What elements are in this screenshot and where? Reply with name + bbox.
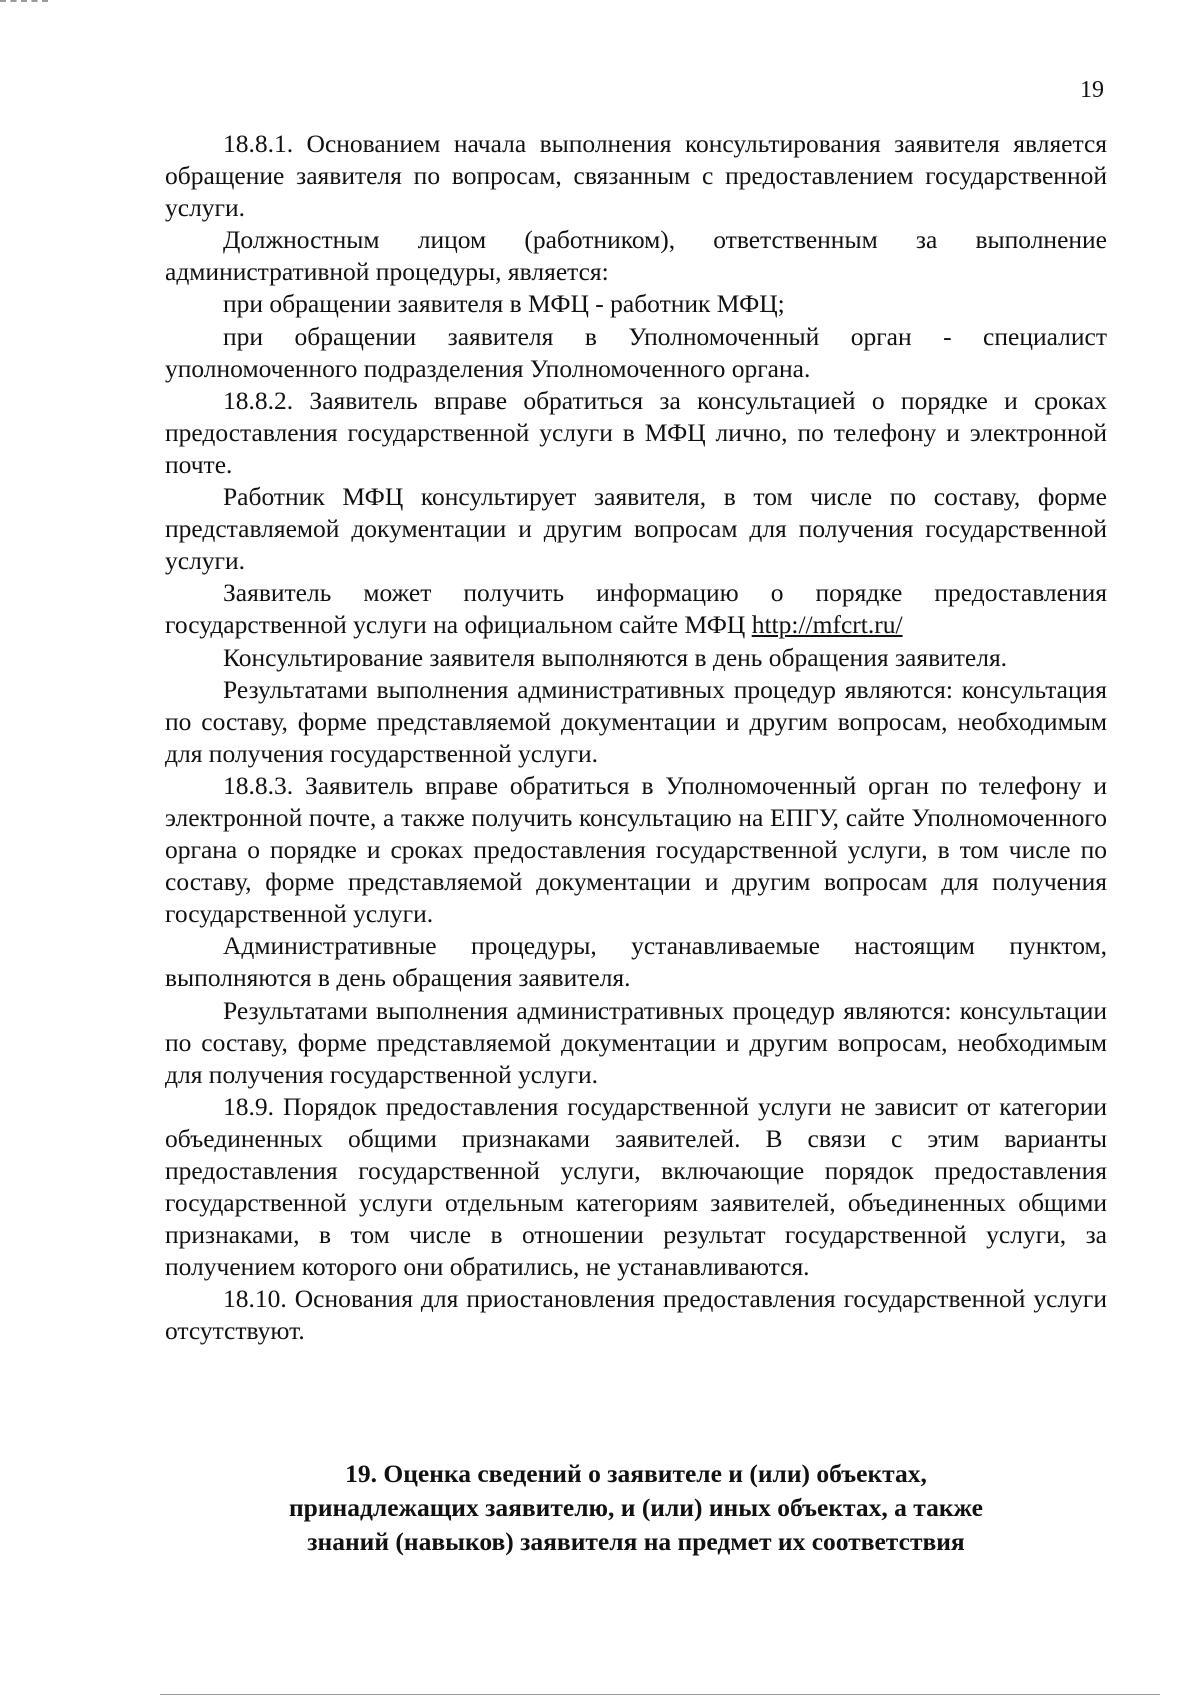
paragraph-consultation-day: Консультирование заявителя выполняются в день обращения заявителя. [223,642,1008,672]
paragraph-authority-specialist: при обращении заявителя в Уполномоченный орган - специалист уполномоченного подразделения Уполномоченного органа. [165,321,1107,383]
heading-line-1: 19. Оценка сведений о заявителе и (или) объектах, [345,1459,927,1488]
paragraph-responsible-person: Должностным лицом (работником), ответственным за выполнение административной процедуры, является: [165,225,1107,287]
paragraph-results-1: Результатами выполнения административных процедур являются: консультация по составу, форме представляемой документации и другим вопросам, необходимым для получения государственной услуги. [165,674,1107,768]
section-heading-19 [165,1457,1107,1559]
paragraph-procedures-day: Административные процедуры, устанавливаемые настоящим пунктом, выполняются в день обращения заявителя. [165,931,1107,993]
paragraph-official-site [165,577,1107,641]
paragraph-18-9: 18.9. Порядок предоставления государственной услуги не зависит от категории объединенных общими признаками заявителей. В связи с этим варианты предоставления государственной услуги, включающие порядок предоставления государственной услуги отдельным категориям заявителей, объединенных общими признаками, в том числе в отношении результат государственной услуги, за получением которого они обратились, не устанавливаются. [165,1091,1107,1282]
scan-artifact-top [0,0,48,10]
heading-line-2: принадлежащих заявителю, и (или) иных объектах, а также [288,1493,983,1522]
paragraph-18-8-1: 18.8.1. Основанием начала выполнения консультирования заявителя является обращение заявителя по вопросам, связанным с предоставлением государственной услуги. [165,129,1107,223]
paragraph-18-8-3: 18.8.3. Заявитель вправе обратиться в Уполномоченный орган по телефону и электронной почте, а также получить консультацию на ЕПГУ, сайте Уполномоченного органа о порядке и сроках предоставления государственной услуги, в том числе по составу, форме представляемой документации и другим вопросам для получения государственной услуги. [165,770,1107,929]
paragraph-mfc-worker: при обращении заявителя в МФЦ - работник МФЦ; [223,289,785,319]
page-number: 19 [1080,77,1104,103]
paragraph-18-8-2: 18.8.2. Заявитель вправе обратиться за консультацией о порядке и сроках предоставления государственной услуги в МФЦ лично, по телефону и электронной почте. [165,385,1107,479]
mfc-site-link[interactable]: http://mfcrt.ru/ [751,610,903,640]
heading-line-3: знаний (навыков) заявителя на предмет их соответствия [307,1527,965,1556]
paragraph-official-site-text: Заявитель может получить информацию о порядке предоставления государственной услуги на официальном сайте МФЦ [165,578,1107,640]
paragraph-18-10: 18.10. Основания для приостановления предоставления государственной услуги отсутствуют. [165,1284,1107,1346]
scan-artifact-bottom [160,1694,1160,1695]
paragraph-results-2: Результатами выполнения административных процедур являются: консультации по составу, форме представляемой документации и другим вопросам, необходимым для получения государственной услуги. [165,995,1107,1089]
paragraph-mfc-consults: Работник МФЦ консультирует заявителя, в том числе по составу, форме представляемой документации и другим вопросам для получения государственной услуги. [165,482,1107,576]
document-body [165,128,1107,1348]
